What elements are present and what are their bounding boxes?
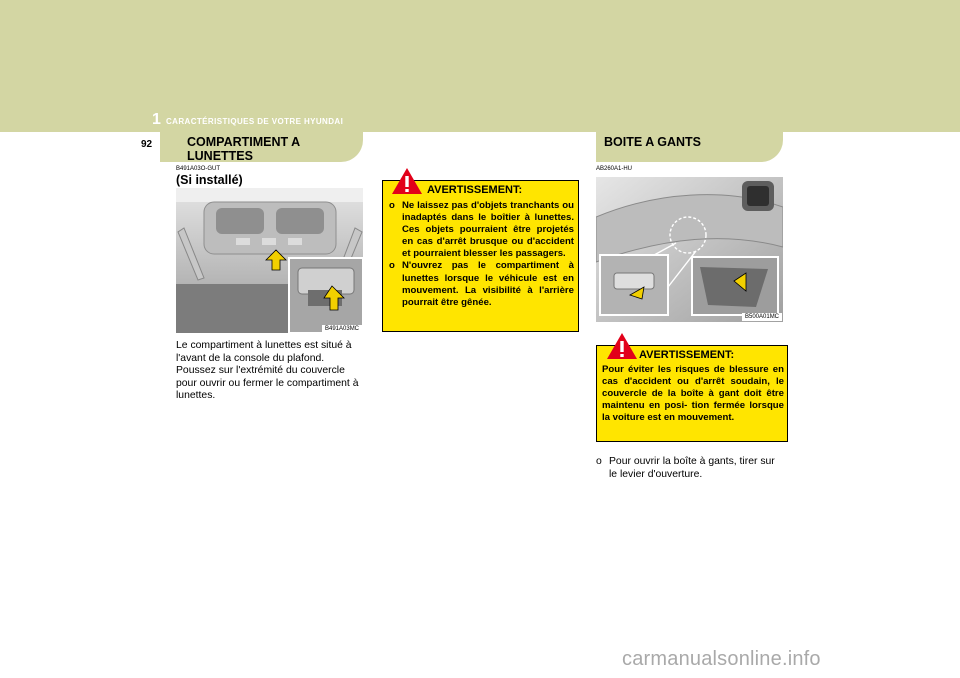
- photo-glasses-compartment: [176, 188, 363, 333]
- warning-text: Pour éviter les risques de blessure en cas d'accident ou d'arrêt soudain, le couvercle de la boîte à gant doit être maintenu en posi- tion fermée lorsque la voiture est en mouvement.: [602, 364, 784, 424]
- warning-title: AVERTISSEMENT:: [639, 349, 735, 361]
- bullet: o: [596, 456, 602, 467]
- warning-triangle-icon: [391, 167, 423, 195]
- page-number: 92: [141, 139, 153, 150]
- warning-list: [389, 200, 574, 309]
- body-text-glasses: Le compartiment à lunettes est situé à l'avant de la console du plafond. Poussez sur l'extrémité du couvercle pour ouvrir ou fermer le compartiment à lunettes.: [176, 340, 359, 402]
- photo-code-glovebox: B500A01MC: [742, 313, 782, 321]
- chapter-number: 1: [152, 111, 161, 128]
- ref-code-glasses: B491A03O-GUT: [176, 166, 221, 172]
- warning-item-text: Ne laissez pas d'objets tranchants ou inadaptés dans le boîtier à lunettes. Ces objets pourraient être projetés en cas d'arrêt brusque ou d'accident et pourraient blesser les passagers.: [402, 200, 574, 260]
- warning-item: [389, 260, 574, 308]
- chapter-title: CARACTÉRISTIQUES DE VOTRE HYUNDAI: [166, 117, 344, 126]
- warning-triangle-icon: [606, 332, 638, 360]
- header-band: [0, 0, 960, 132]
- warning-title: AVERTISSEMENT:: [427, 184, 523, 196]
- glovebox-instruction: [596, 456, 784, 481]
- instruction-text: Pour ouvrir la boîte à gants, tirer sur le levier d'ouverture.: [609, 456, 775, 480]
- warning-bullet: o: [389, 260, 395, 272]
- list-item: [596, 456, 784, 481]
- ref-code-glovebox: AB260A1-HU: [596, 166, 633, 172]
- warning-box-glasses: [382, 180, 579, 332]
- photo-code-glasses: B491A03MC: [322, 325, 362, 333]
- section-title-glasses: COMPARTIMENT A LUNETTES: [187, 135, 300, 163]
- warning-box-glovebox: [596, 345, 788, 442]
- photo-glove-box: [596, 177, 783, 322]
- watermark: carmanualsonline.info: [622, 648, 821, 670]
- warning-item: [389, 200, 574, 260]
- section-title-glovebox: BOITE A GANTS: [604, 135, 701, 149]
- warning-item-text: N'ouvrez pas le compartiment à lunettes lorsque le véhicule est en mouvement. La visibilité à l'arrière pourrait être gênée.: [402, 260, 574, 308]
- subheading-installed: (Si installé): [176, 173, 243, 187]
- warning-bullet: o: [389, 200, 395, 211]
